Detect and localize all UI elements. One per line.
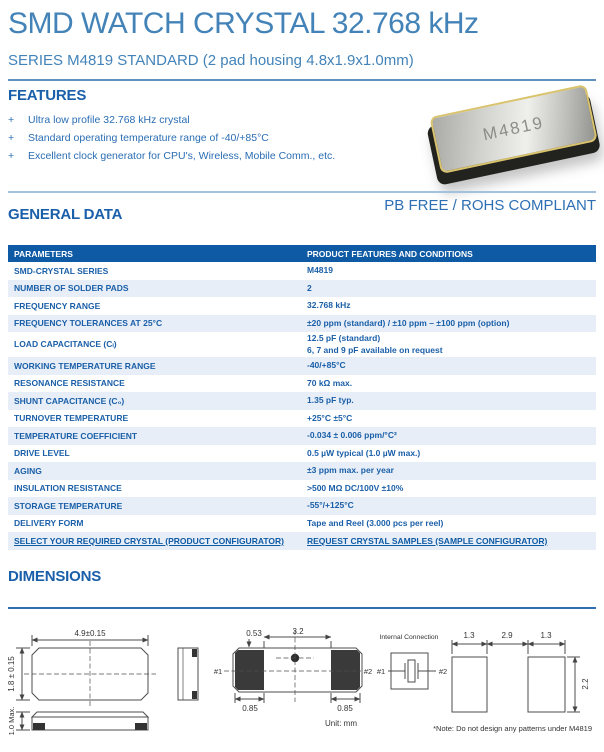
compliance-badge: PB FREE / ROHS COMPLIANT	[384, 197, 596, 214]
general-data-heading: GENERAL DATA	[8, 206, 123, 223]
column-header-product-features: PRODUCT FEATURES AND CONDITIONS	[307, 248, 473, 259]
value-cell	[303, 483, 596, 495]
value-line: ±20 ppm (standard) / ±10 ppm – ±100 ppm (option)	[307, 317, 510, 328]
table-row	[8, 297, 596, 315]
value-line: +25°C ±5°C	[307, 412, 353, 423]
value-line: -55°/+125°C	[307, 500, 354, 510]
column-header-parameters: PARAMETERS	[14, 248, 73, 259]
param-cell: SHUNT CAPACITANCE (C₀)	[14, 395, 125, 406]
table-row	[8, 462, 596, 480]
value-cell	[303, 430, 596, 442]
sample-configurator-link[interactable]: REQUEST CRYSTAL SAMPLES (SAMPLE CONFIGURATOR)	[307, 535, 548, 546]
land-gap-label: 2.9	[501, 631, 513, 640]
land-pad-height-label: 2.2	[581, 678, 590, 690]
table-row	[8, 375, 596, 393]
features-list	[8, 111, 408, 165]
side-view-drawing	[16, 712, 148, 730]
value-cell	[303, 333, 596, 356]
value-line: 12.5 pF (standard)	[307, 333, 381, 343]
features-heading: FEATURES	[8, 87, 87, 104]
top-view-drawing	[16, 635, 156, 708]
top-view-width-label: 4.9±0.15	[74, 629, 106, 638]
pad2-width-label: 0.85	[337, 704, 353, 713]
side-view-height-label: 1.0 Max.	[7, 706, 16, 736]
param-cell: AGING	[14, 465, 42, 476]
plus-bullet-icon: +	[8, 114, 15, 126]
plus-bullet-icon: +	[8, 150, 15, 162]
table-row	[8, 445, 596, 463]
pad1-number-label: #1	[213, 667, 223, 676]
top-view-height-label: 1.8 ± 0.15	[7, 656, 16, 692]
value-line: Tape and Reel (3.000 pcs per reel)	[307, 517, 444, 528]
pattern-note: *Note: Do not design any patterns under M4819	[433, 724, 592, 733]
param-cell: FREQUENCY RANGE	[14, 300, 101, 311]
table-row	[8, 427, 596, 445]
land-pad-left-width-label: 1.3	[463, 631, 475, 640]
feature-item	[8, 147, 408, 165]
value-line: -0.034 ± 0.006 ppm/°C²	[307, 430, 397, 440]
feature-text: Standard operating temperature range of -40/+85°C	[28, 132, 269, 144]
feature-item	[8, 129, 408, 147]
table-row	[8, 262, 596, 280]
value-cell	[303, 465, 596, 477]
plus-bullet-icon: +	[8, 132, 15, 144]
table-row	[8, 332, 596, 357]
param-cell: FREQUENCY TOLERANCES AT 25°C	[14, 318, 163, 329]
internal-connection-pin1-label: #1	[376, 667, 386, 676]
feature-text: Ultra low profile 32.768 kHz crystal	[28, 114, 190, 126]
page-title: SMD WATCH CRYSTAL 32.768 kHz	[8, 7, 479, 40]
table-row	[8, 357, 596, 375]
value-cell	[303, 318, 596, 330]
table-row	[8, 315, 596, 333]
page-subtitle: SERIES M4819 STANDARD (2 pad housing 4.8x1.9x1.0mm)	[8, 52, 414, 69]
table-row	[8, 410, 596, 428]
value-cell	[303, 265, 596, 277]
value-line: 0.5 µW typical (1.0 µW max.)	[307, 447, 421, 458]
internal-connection-pin2-label: #2	[438, 667, 448, 676]
param-cell: INSULATION RESISTANCE	[14, 483, 122, 494]
product-photo	[422, 84, 604, 188]
dimensions-divider	[8, 607, 596, 609]
dimension-drawings	[0, 620, 604, 752]
value-line: 1.35 pF typ.	[307, 395, 354, 405]
features-divider	[8, 191, 596, 193]
param-cell: DELIVERY FORM	[14, 518, 84, 529]
land-pad-right-width-label: 1.3	[540, 631, 552, 640]
table-row	[8, 280, 596, 298]
crystal-package	[429, 84, 598, 178]
pad-offset-label: 0.53	[246, 629, 262, 638]
bottom-view-drawing	[224, 630, 362, 703]
crystal-marking: M4819	[481, 112, 546, 145]
value-cell	[303, 395, 596, 407]
pad-spacing-label: 3.2	[292, 627, 304, 636]
internal-connection-title: Internal Connection	[379, 634, 439, 641]
feature-item	[8, 111, 408, 129]
table-header-row	[8, 245, 596, 262]
value-cell	[303, 300, 596, 312]
value-line: 32.768 kHz	[307, 300, 351, 310]
param-cell: DRIVE LEVEL	[14, 448, 70, 459]
header-divider	[8, 79, 596, 81]
param-cell: WORKING TEMPERATURE RANGE	[14, 360, 156, 371]
table-row	[8, 392, 596, 410]
feature-text: Excellent clock generator for CPU's, Wireless, Mobile Comm., etc.	[28, 150, 336, 162]
value-cell	[303, 413, 596, 425]
value-line: >500 MΩ DC/100V ±10%	[307, 482, 404, 493]
value-cell	[303, 500, 596, 512]
value-cell	[303, 448, 596, 460]
value-line: ±3 ppm max. per year	[307, 465, 394, 475]
param-cell: TURNOVER TEMPERATURE	[14, 413, 129, 424]
param-cell: NUMBER OF SOLDER PADS	[14, 283, 129, 294]
value-cell	[303, 283, 596, 295]
dimensions-heading: DIMENSIONS	[8, 568, 102, 585]
param-cell: RESONANCE RESISTANCE	[14, 378, 125, 389]
table-row	[8, 497, 596, 515]
value-cell	[303, 518, 596, 530]
general-data-table	[8, 245, 596, 550]
param-cell: LOAD CAPACITANCE (Cₗ)	[14, 339, 117, 349]
end-view-drawing	[178, 648, 198, 700]
param-cell: STORAGE TEMPERATURE	[14, 500, 123, 511]
value-cell	[303, 378, 596, 390]
general-data-rows	[8, 262, 596, 532]
pad2-number-label: #2	[363, 667, 373, 676]
value-line: M4819	[307, 265, 333, 275]
param-cell: SMD-CRYSTAL SERIES	[14, 265, 109, 276]
configurator-links-row	[8, 532, 596, 550]
table-row	[8, 515, 596, 533]
value-line: 2	[307, 282, 312, 293]
value-line: -40/+85°C	[307, 360, 346, 370]
internal-connection-drawing	[388, 653, 436, 689]
table-row	[8, 480, 596, 498]
value-line: 6, 7 and 9 pF available on request	[307, 344, 443, 355]
value-cell	[303, 360, 596, 372]
pad1-width-label: 0.85	[242, 704, 258, 713]
param-cell: TEMPERATURE COEFFICIENT	[14, 430, 138, 441]
value-line: 70 kΩ max.	[307, 377, 353, 388]
product-configurator-link[interactable]: SELECT YOUR REQUIRED CRYSTAL (PRODUCT CONFIGURATOR)	[14, 535, 284, 546]
land-pattern-drawing	[452, 640, 580, 712]
unit-label: Unit: mm	[325, 719, 357, 728]
